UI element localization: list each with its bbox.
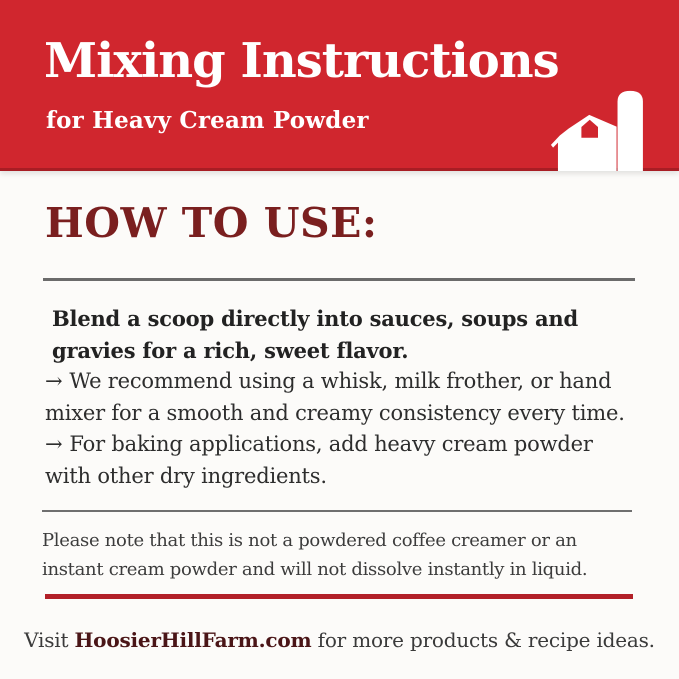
disclaimer-note: Please note that this is not a powdered coffee creamer or an instant cream powder and will not dissolve instantly in liquid. xyxy=(42,530,588,580)
footer-suffix: for more products & recipe ideas. xyxy=(311,628,655,652)
divider-red xyxy=(45,594,633,599)
how-to-use-heading: HOW TO USE: xyxy=(45,199,378,247)
divider-top xyxy=(43,278,635,281)
instruction-bullet xyxy=(45,366,637,429)
page-subtitle: for Heavy Cream Powder xyxy=(46,107,369,134)
arrow-right-icon: → xyxy=(45,369,63,393)
footer-tagline xyxy=(0,628,679,652)
barn-silo-icon xyxy=(549,88,647,171)
instruction-bullet-text: For baking applications, add heavy cream powder with other dry ingredients. xyxy=(45,432,593,488)
page-title: Mixing Instructions xyxy=(44,33,559,89)
header-banner xyxy=(0,0,679,171)
instructions-block xyxy=(45,303,637,492)
divider-note xyxy=(42,510,632,512)
instruction-bullet-text: We recommend using a whisk, milk frother, or hand mixer for a smooth and creamy consistency every time. xyxy=(45,369,625,425)
instruction-lead: Blend a scoop directly into sauces, soups and gravies for a rich, sweet flavor. xyxy=(52,306,578,363)
brand-website: HoosierHillFarm.com xyxy=(74,628,312,652)
footer-prefix: Visit xyxy=(24,628,75,652)
arrow-right-icon: → xyxy=(45,432,63,456)
instruction-bullet xyxy=(45,429,637,492)
